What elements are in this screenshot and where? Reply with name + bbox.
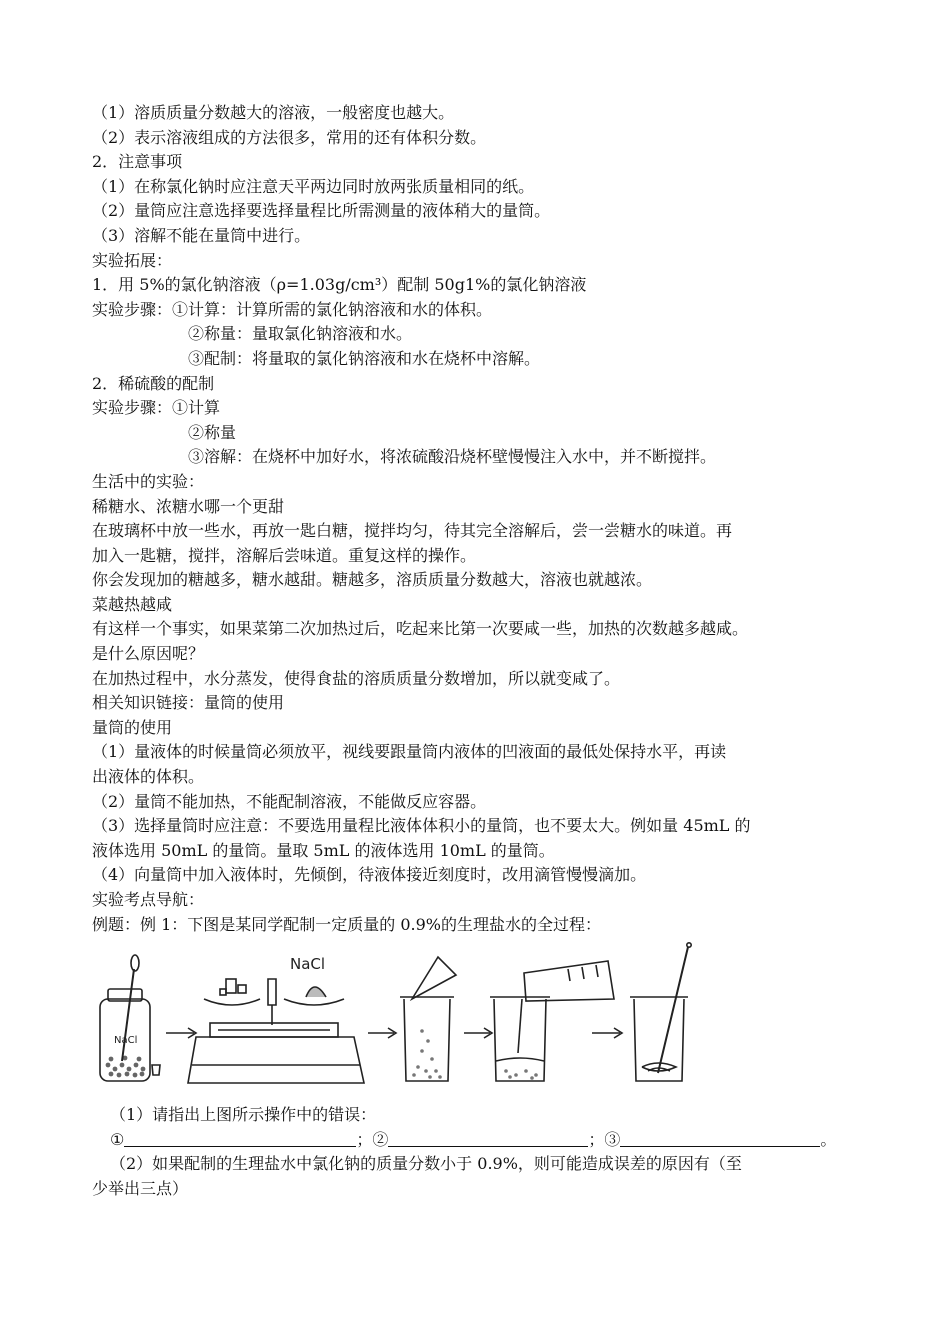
saline-preparation-illustration [92,941,832,1101]
section-heading: 相关知识链接：量筒的使用 [92,693,285,713]
question-2-continued: 少举出三点） [92,1178,189,1198]
text-line: （1）在称氯化钠时应注意天平两边同时放两张质量相同的纸。 [92,176,535,196]
blank-3-marker: ；③ [588,1129,621,1149]
step-line: ②称量 [188,422,237,442]
answer-blank-1[interactable] [124,1130,356,1147]
blank-1-marker: ① [110,1129,125,1149]
text-line: （2）表示溶液组成的方法很多，常用的还有体积分数。 [92,127,487,147]
beaker-pouring-icon [490,961,614,1081]
beaker-icon [400,957,456,1081]
text-line: 有这样一个事实，如果菜第二次加热过后，吃起来比第一次要咸一些，加热的次数越多越咸。 [92,619,749,639]
section-heading: 生活中的实验： [92,471,205,491]
text-line: 液体选用 50mL 的量筒。量取 5mL 的液体选用 10mL 的量筒。 [92,840,555,860]
document-body [92,101,872,1202]
arrow-icon [592,1028,622,1038]
section-heading: 2．稀硫酸的配制 [92,373,215,393]
arrow-icon [368,1028,396,1038]
step-line: ③溶解：在烧杯中加好水，将浓硫酸沿烧杯壁慢慢注入水中，并不断搅拌。 [188,447,717,467]
text-line: 稀糖水、浓糖水哪一个更甜 [92,496,285,516]
svg-text:NaCl: NaCl [290,955,326,974]
text-line: 例题：例 1：下图是某同学配制一定质量的 0.9%的生理盐水的全过程： [92,914,602,934]
section-heading: 实验考点导航： [92,890,205,909]
blanks-end: 。 [820,1129,837,1149]
text-line: 菜越热越咸 [92,594,173,614]
text-line: 加入一匙糖，搅拌，溶解后尝味道。重复这样的操作。 [92,545,477,565]
answer-blank-3[interactable] [620,1130,820,1147]
text-line: 是什么原因呢？ [92,644,205,664]
arrow-icon [464,1028,492,1038]
text-line: （3）选择量筒时应注意：不要选用量程比液体体积小的量筒，也不要太大。例如量 45mL 的 [92,816,751,836]
section-heading: 2．注意事项 [92,152,183,172]
question-1: （1）请指出上图所示操作中的错误： [110,1105,377,1125]
arrow-icon [166,1028,196,1038]
text-line: （3）溶解不能在量筒中进行。 [92,225,311,245]
text-line: 在加热过程中，水分蒸发，使得食盐的溶质质量分数增加，所以就变咸了。 [92,668,621,688]
experiment-figure [92,941,872,1101]
answer-blank-2[interactable] [388,1130,588,1147]
step-line: ②称量：量取氯化钠溶液和水。 [188,324,413,344]
text-line: 量筒的使用 [92,717,173,737]
balance-icon [188,955,364,1083]
question-2: （2）如果配制的生理盐水中氯化钠的质量分数小于 0.9%，则可能造成误差的原因有（至 [110,1154,742,1174]
reagent-jar-icon [100,955,160,1081]
text-line: 你会发现加的糖越多，糖水越甜。糖越多，溶质质量分数越大，溶液也就越浓。 [92,570,653,590]
step-line: ③配制：将量取的氯化钠溶液和水在烧杯中溶解。 [188,348,541,368]
text-line: （1）量液体的时候量筒必须放平，视线要跟量筒内液体的凹液面的最低处保持水平，再读 [92,742,727,762]
section-heading: 实验拓展： [92,250,173,270]
text-line: （4）向量筒中加入液体时，先倾倒，待液体接近刻度时，改用滴管慢慢滴加。 [92,865,647,885]
text-line: 1．用 5%的氯化钠溶液（ρ=1.03g/cm³）配制 50g1%的氯化钠溶液 [92,275,587,295]
text-line: 实验步骤：①计算：计算所需的氯化钠溶液和水的体积。 [92,299,493,319]
text-line: 在玻璃杯中放一些水，再放一匙白糖，搅拌均匀，待其完全溶解后，尝一尝糖水的味道。再 [92,521,733,541]
text-line: （1）溶质质量分数越大的溶液，一般密度也越大。 [92,103,455,122]
answer-blanks-row [92,1128,872,1153]
blank-2-marker: ；② [356,1129,389,1149]
text-line: 实验步骤：①计算 [92,398,221,418]
text-line: （2）量筒应注意选择要选择量程比所需测量的液体稍大的量筒。 [92,201,551,221]
svg-text:NaCl: NaCl [114,1035,138,1047]
text-line: （2）量筒不能加热，不能配制溶液，不能做反应容器。 [92,791,487,811]
text-line: 出液体的体积。 [92,767,205,787]
stirring-beaker-icon [630,943,691,1081]
